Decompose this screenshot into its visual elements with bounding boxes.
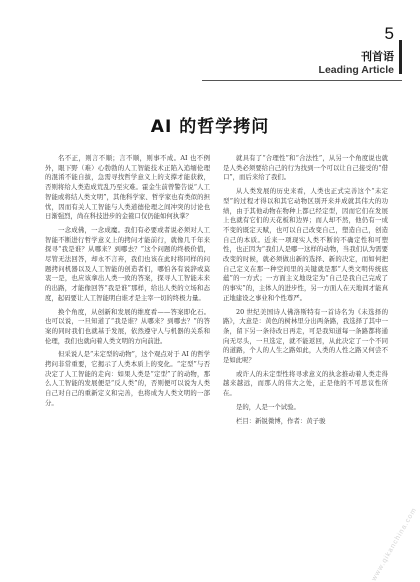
paragraph: 就具有了“合理性”和“合法性”，从另一个角度说也就是人类必须要给自己的行为找到一个可以让自己接受的“借口”，而后来给了我们。 xyxy=(223,154,388,183)
page-header xyxy=(202,18,402,74)
paragraph: 换个角度，从创新和发展的维度看——答案即化石。也可以说，一旦知道了“我是谁？从哪来？到哪去？”的答案的同时我们也就基于发展，依然遵守人与机器的关系和伦理，我们也就向着人类文明的方向前进。 xyxy=(45,308,210,347)
paragraph: 但采说人是“未定型的动物”，这个观点对于 AI 的哲学拷问非常重要，它揭示了人类本质上的变化。“定型”与否决定了人工智能的走向：如果人类是“定型”了的动物，那么人工智能的发展便是“反人类”的，否则便可以说为人类自己对自己的重新定义和完善，也将成为人类文明的一部分。 xyxy=(45,350,210,408)
watermark: www.qikanchina.com xyxy=(370,507,418,582)
article-column-right xyxy=(223,154,388,430)
header-accent-bar xyxy=(399,40,402,74)
section-title-cn: 刊首语 xyxy=(361,48,394,64)
article-column-left xyxy=(45,154,210,413)
article-title: AI 的哲学拷问 xyxy=(0,112,420,137)
paragraph: 一念成佛，一念成魔。我们有必要或者说必须对人工智能不断进行哲学意义上的拷问才能前行，就像几千年来探寻“我是谁？从哪来？到哪去？”这个问题的终极价值，尽管无法回答，却永不言弃，我们也该在此时将同样的问题拷问机器以及人工智能的创造者们，哪怕各有说辞或莫衷一是，也应该拿出人类一致的答案，探寻人工智能未来的出路，才能像回答“我是谁”那样，给出人类的立场和态度，起码要让人工智能明白谁才是主宰一切的终极力量。 xyxy=(45,226,210,304)
page-number: 5 xyxy=(385,24,394,44)
article-note: 栏目：新锐微博，作者：黄子骏 xyxy=(223,417,388,427)
paragraph: 20 世纪美国诗人佛洛斯特有一首诗名为《未选择的路》，大意是：黄色的树林里分出两条路，我选择了其中一条，留下另一条待改日再走，可是我知道每一条路都将通向无尽头，一旦选定，就不能返回，从此决定了一个不同的道路，个人的人生之路如此，人类的人性之路又何尝不是如此呢？ xyxy=(223,308,388,366)
paragraph: 从人类发展的历史来看，人类也正式完善这个“未定型”的过程才得以和其它动物区别开来并成就其伟大的功绩，由于其他动物在物种上都已经定型，因而它们在发展上也就有它们的天花板和边界；而人却不然，他仍有一成不变的既定天赋，也可以自己改变自己，塑造自己，创造自己的本质。近来一项现实人类不断的不确定性和可塑性，也正因为“我们人是哪一这样的动物，当我们认为需要改变的时候，就必须做出新的选择、新的决定，而如何把自己定义在那一种空间里的关键就是那“人类文明传统底蕴”的一方式；一方面主义地设定为“自己是我自己完成了的事实”的，主体人的进步性，另一方面人在天地间才能真正地建设之事业和个性尊严。 xyxy=(223,187,388,303)
section-title-en: Leading Article xyxy=(319,64,394,76)
paragraph: 是的，人是一个试验。 xyxy=(223,403,388,413)
header-divider xyxy=(202,80,402,81)
paragraph: 或许人的未定型性将寻求意义的执念推动着人类走得越来越远，而那人的伟大之处，正是他的不可思议性所在。 xyxy=(223,370,388,399)
paragraph: 名不正，则言不顺；言不顺，则事不成。AI 也不例外，眼下野（难）心勃勃的人工智能技术正陷入追缅伦理的混淆不能自拔，急需寻找哲学意义上的支撑才能获救，否则将给人类造成荒乱乃至灾难。霍金生前曾警告说“人工智能或将结人类文明”，其他科学家、哲学家也有类似的担忧，因而有关人工智能与人类道德伦理之间冲突的讨论也日渐强烈，尚在科技进步的金箍口仅仍能如何执掌？ xyxy=(45,154,210,222)
